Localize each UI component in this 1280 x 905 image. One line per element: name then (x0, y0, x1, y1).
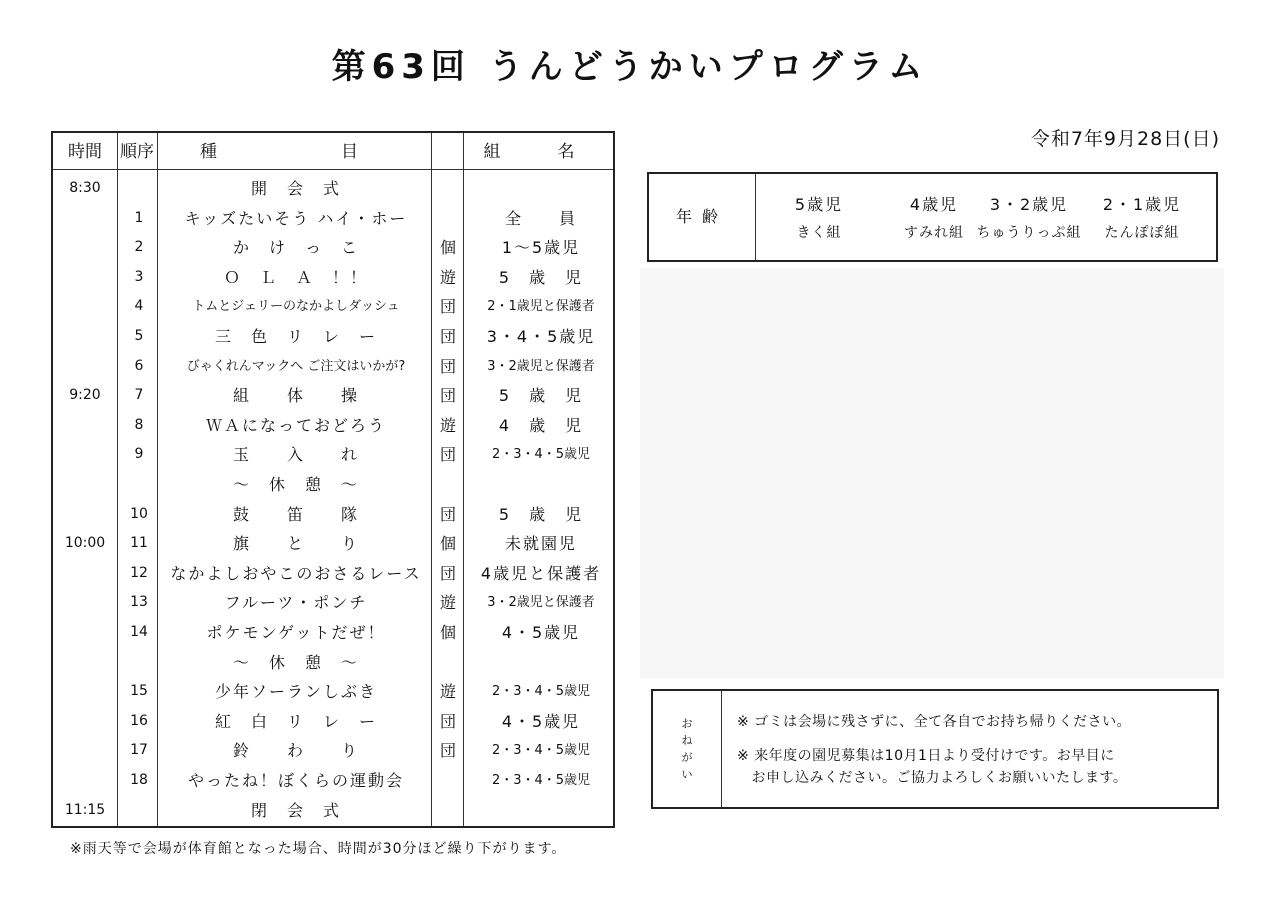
row-event: Ｏ Ｌ Ａ ！！ (223, 267, 368, 287)
row-event: ポケモンゲットだぜ！ (206, 623, 386, 642)
row-group: 5 歳 児 (498, 504, 584, 524)
event-date: 令和7年9月28日(日) (1030, 128, 1220, 150)
age-5: 5歳児 (794, 195, 844, 214)
row-event: 旗 と り (232, 534, 359, 554)
table-row (53, 352, 613, 382)
row-order: 17 (130, 742, 148, 759)
table-row (53, 440, 613, 470)
row-group: 2・1歳児と保護者 (487, 299, 595, 315)
table-row (53, 204, 613, 234)
table-row (53, 174, 613, 204)
row-group: 4歳児と保護者 (480, 563, 602, 583)
row-group: 未就園児 (504, 534, 577, 554)
age-4: 4歳児 (909, 195, 959, 214)
row-event: 〜 休 憩 〜 (232, 652, 359, 672)
row-time (53, 736, 117, 766)
row-event: 三 色 リ レ ー (214, 327, 377, 346)
row-time (53, 559, 117, 589)
row-type: 遊 (439, 415, 456, 435)
row-group: 4・5歳児 (501, 623, 581, 642)
row-time (53, 588, 117, 618)
row-type (433, 204, 463, 234)
row-time (53, 263, 117, 293)
blank-area (640, 268, 1224, 678)
table-row (53, 500, 613, 530)
row-event: 閉 会 式 (250, 800, 341, 820)
row-event: なかよしおやこのおさるレース (170, 563, 422, 583)
row-group: 2・3・4・5歳児 (491, 684, 591, 700)
row-order (119, 796, 159, 826)
age-3-2: 3・2歳児 (989, 195, 1069, 214)
age-table (647, 172, 1218, 262)
row-order: 10 (130, 505, 148, 522)
row-order: 3 (134, 268, 144, 285)
row-event: ＷＡになっておどろう (205, 415, 386, 435)
request-box (651, 689, 1219, 809)
row-type: 団 (439, 711, 456, 731)
request-label (653, 691, 722, 807)
row-event: 〜 休 憩 〜 (232, 475, 359, 494)
table-row (53, 796, 613, 826)
header-group: 組 名 (483, 142, 595, 162)
row-time (53, 233, 117, 263)
row-type: 団 (439, 563, 456, 583)
row-order: 6 (134, 357, 144, 374)
row-order: 1 (134, 209, 144, 226)
row-type (433, 648, 463, 678)
row-time: 10:00 (64, 535, 106, 552)
row-type: 遊 (439, 267, 456, 287)
header-event: 種 目 (200, 142, 388, 162)
table-row (53, 411, 613, 441)
label-char: い (681, 768, 693, 781)
request-line-1: ※ ゴミは会場に残さずに、全て各自でお持ち帰りください。 (737, 714, 1132, 730)
row-time (53, 292, 117, 322)
row-time (53, 648, 117, 678)
row-group: 5 歳 児 (498, 386, 584, 406)
row-order: 8 (134, 416, 144, 433)
row-group: 3・4・5歳児 (486, 327, 596, 346)
row-group (467, 470, 615, 500)
row-type: 遊 (439, 682, 456, 702)
row-order: 4 (134, 298, 144, 315)
request-line-3: お申し込みください。ご協力よろしくお願いいたします。 (737, 770, 1128, 786)
row-type: 団 (439, 356, 456, 376)
row-group: 2・3・4・5歳児 (491, 743, 591, 759)
row-group: 2・3・4・5歳児 (491, 447, 591, 463)
row-time (53, 618, 117, 648)
row-group (467, 796, 615, 826)
row-group: 1〜5歳児 (501, 238, 581, 258)
row-group: 5 歳 児 (498, 267, 584, 287)
rain-note: ※雨天等で会場が体育館となった場合、時間が30分ほど繰り下がります。 (70, 841, 567, 857)
row-order: 16 (130, 712, 148, 729)
row-type: 個 (439, 534, 456, 554)
row-time: 11:15 (64, 801, 106, 818)
row-event: 鈴 わ り (232, 741, 359, 761)
page-title: 第63回 うんどうかいプログラム (331, 47, 929, 87)
row-type: 団 (439, 445, 456, 465)
row-time (53, 470, 117, 500)
row-order: 14 (130, 624, 148, 640)
table-row (53, 707, 613, 737)
row-type (433, 174, 463, 204)
class-kiku: きく組 (796, 225, 842, 241)
row-type: 団 (439, 386, 456, 406)
row-time: 8:30 (69, 180, 101, 196)
table-row (53, 292, 613, 322)
row-type: 団 (439, 297, 456, 317)
row-order (119, 470, 159, 500)
row-time (53, 411, 117, 441)
row-order (119, 174, 159, 204)
row-event: 玉 入 れ (232, 445, 359, 465)
row-time (53, 707, 117, 737)
table-row (53, 381, 613, 411)
table-row (53, 322, 613, 352)
row-type: 団 (439, 327, 456, 346)
row-event: か け っ こ (232, 238, 359, 258)
table-row (53, 766, 613, 796)
row-event: 開 会 式 (250, 179, 341, 198)
row-time (53, 500, 117, 530)
program-table (51, 131, 615, 828)
table-row (53, 677, 613, 707)
table-row (53, 529, 613, 559)
row-event: フルーツ・ポンチ (224, 593, 368, 613)
class-tanpopo: たんぽぽ組 (1104, 225, 1180, 241)
class-tulip: ちゅうりっぷ組 (976, 225, 1082, 241)
label-char: ね (681, 734, 693, 747)
row-group: 3・2歳児と保護者 (487, 358, 595, 374)
row-event: 紅 白 リ レ ー (214, 711, 377, 731)
row-order: 11 (130, 535, 148, 552)
row-group: 全 員 (504, 208, 577, 228)
row-group (467, 174, 615, 204)
row-event: やったね！ぼくらの運動会 (187, 771, 404, 790)
row-time (53, 677, 117, 707)
class-sumire: すみれ組 (904, 225, 964, 241)
row-order: 15 (130, 683, 148, 700)
request-line-2: ※ 来年度の園児募集は10月1日より受付けです。お早目に (737, 748, 1115, 764)
table-row (53, 648, 613, 678)
row-time (53, 322, 117, 352)
row-time (53, 352, 117, 382)
row-type: 団 (439, 741, 456, 761)
row-type: 遊 (439, 593, 456, 613)
row-group: 3・2歳児と保護者 (487, 595, 595, 611)
age-label: 年齢 (649, 174, 756, 260)
label-char: が (681, 751, 693, 764)
table-row (53, 588, 613, 618)
header-order: 順序 (120, 142, 154, 162)
row-event: 組 体 操 (232, 386, 359, 406)
row-time (53, 204, 117, 234)
row-event: 鼓 笛 隊 (232, 504, 359, 524)
row-group: 4・5歳児 (501, 711, 581, 731)
table-row (53, 618, 613, 648)
row-event: びゃくれんマックへ ご注文はいかが? (186, 358, 406, 374)
row-time (53, 766, 117, 796)
row-type: 団 (439, 504, 456, 524)
row-order (119, 648, 159, 678)
row-type (433, 766, 463, 796)
table-row (53, 559, 613, 589)
row-event: キッズたいそう ハイ・ホー (184, 208, 408, 228)
row-group: 4 歳 児 (498, 415, 584, 435)
row-order: 7 (134, 387, 144, 404)
row-order: 2 (134, 239, 144, 256)
row-order: 18 (130, 772, 148, 788)
row-time: 9:20 (69, 387, 101, 404)
table-row (53, 233, 613, 263)
row-order: 9 (134, 446, 144, 463)
row-order: 5 (134, 328, 144, 344)
row-event: 少年ソーランしぶき (214, 682, 377, 702)
table-row (53, 263, 613, 293)
row-type: 個 (439, 623, 456, 642)
table-row (53, 736, 613, 766)
header-time: 時間 (68, 142, 102, 162)
row-event: トムとジェリーのなかよしダッシュ (192, 299, 400, 315)
row-type (433, 470, 463, 500)
row-type (433, 796, 463, 826)
row-type: 個 (439, 238, 456, 258)
row-group: 2・3・4・5歳児 (491, 773, 591, 788)
row-order: 12 (130, 564, 148, 581)
row-group (467, 648, 615, 678)
age-2-1: 2・1歳児 (1102, 195, 1182, 214)
label-char: お (681, 717, 693, 730)
table-row (53, 470, 613, 500)
row-order: 13 (130, 594, 148, 611)
row-time (53, 440, 117, 470)
